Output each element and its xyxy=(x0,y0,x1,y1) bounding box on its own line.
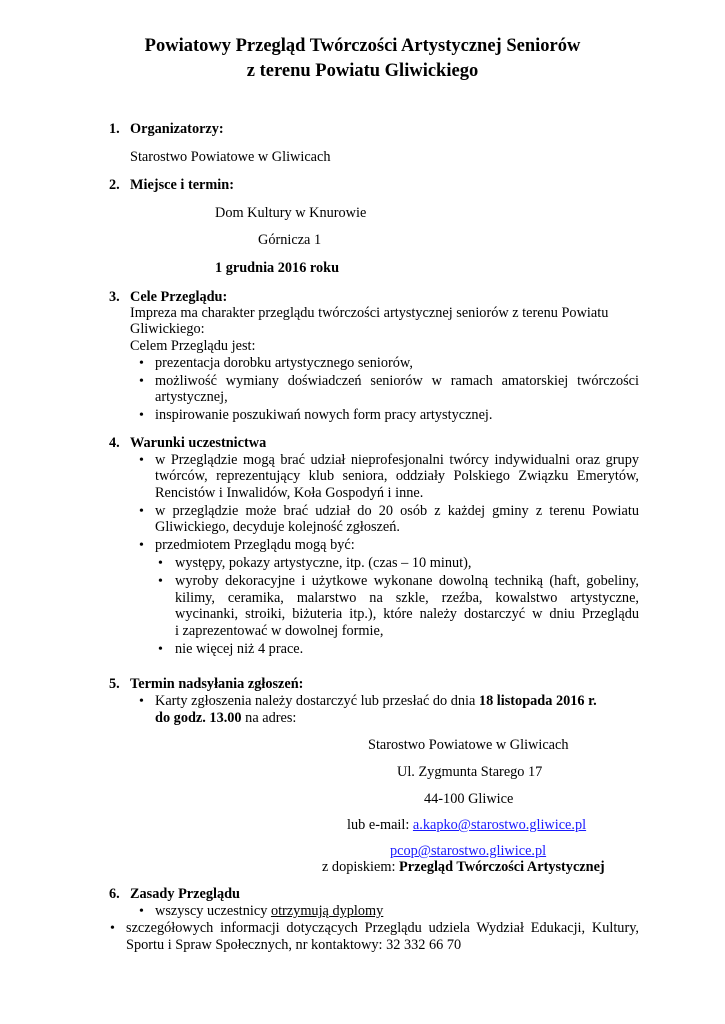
rule-item-2-line2: Sportu i Spraw Społecznych, nr kontaktowy: 32 332 66 70 xyxy=(126,937,462,953)
submission-deadline-line1 xyxy=(155,693,597,710)
bullet-icon: • xyxy=(158,574,163,589)
goal-item-2-line1: możliwość wymiany doświadczeń seniorów w ramach amatorskiej twórczości xyxy=(155,373,639,389)
subject-item-2-line1: wyroby dekoracyjne i użytkowe wykonane dowolną techniką (haft, gobeliny, xyxy=(175,573,639,589)
section-1-number: 1. xyxy=(109,121,120,137)
condition-1-line3: Rencistów i Inwalidów, Koła Gospodyń i inne. xyxy=(155,485,424,501)
organizer-text: Starostwo Powiatowe w Gliwicach xyxy=(130,149,331,165)
condition-2-line2: Gliwickiego, decyduje kolejność zgłoszeń. xyxy=(155,519,400,535)
submission-deadline-line2 xyxy=(155,710,296,727)
section-6-number: 6. xyxy=(109,886,120,902)
section-2-heading: Miejsce i termin: xyxy=(130,177,234,193)
bullet-icon: • xyxy=(139,408,144,423)
section-6-heading: Zasady Przeglądu xyxy=(130,886,241,902)
section-3-heading: Cele Przeglądu: xyxy=(130,289,228,305)
document-title-line2: z terenu Powiatu Gliwickiego xyxy=(246,61,479,81)
bullet-icon: • xyxy=(139,453,144,468)
section-4-number: 4. xyxy=(109,435,120,451)
address-line-1: Starostwo Powiatowe w Gliwicach xyxy=(368,737,569,753)
condition-2-line1: w przeglądzie może brać udział do 20 osób z każdej gminy z terenu Powiatu xyxy=(155,503,639,519)
email-note xyxy=(322,859,605,876)
rule-item-1-text: wszyscy uczestnicy xyxy=(155,903,271,919)
condition-1-line2: twórców, reprezentujący klub seniora, oddziały Polskiego Związku Emerytów, xyxy=(155,468,639,484)
bullet-icon: • xyxy=(139,374,144,389)
subject-item-2-line4: i zaprezentować w dowolnej formie, xyxy=(175,623,384,639)
address-line-3: 44-100 Gliwice xyxy=(424,791,514,807)
subject-item-3: nie więcej niż 4 prace. xyxy=(175,641,304,657)
goal-item-1: prezentacja dorobku artystycznego seniorów, xyxy=(155,355,413,371)
bullet-icon: • xyxy=(158,642,163,657)
email-link-1[interactable]: a.kapko@starostwo.gliwice.pl xyxy=(412,817,587,833)
rule-item-1 xyxy=(155,903,383,920)
email-line-2 xyxy=(390,843,546,860)
subject-item-1: występy, pokazy artystyczne, itp. (czas – 10 minut), xyxy=(175,555,472,571)
bullet-icon: • xyxy=(139,356,144,371)
email-line xyxy=(347,817,586,834)
section-5-heading: Termin nadsyłania zgłoszeń: xyxy=(130,676,304,692)
venue-street: Górnicza 1 xyxy=(258,232,322,248)
section-3-number: 3. xyxy=(109,289,120,305)
condition-3: przedmiotem Przeglądu mogą być: xyxy=(155,537,355,553)
deadline-date: 18 listopada 2016 r. xyxy=(478,693,597,709)
bullet-icon: • xyxy=(110,921,115,936)
condition-1-line1: w Przeglądzie mogą brać udział nieprofesjonalni twórcy indywidualni oraz grupy xyxy=(155,452,639,468)
note-label: z dopiskiem: xyxy=(322,859,400,875)
section-1-heading: Organizatorzy: xyxy=(130,121,224,137)
deadline-hour: do godz. 13.00 xyxy=(155,710,242,726)
section-2-number: 2. xyxy=(109,177,120,193)
goals-intro-line1: Impreza ma charakter przeglądu twórczości artystycznej seniorów z terenu Powiatu xyxy=(130,305,609,321)
deadline-text: Karty zgłoszenia należy dostarczyć lub przesłać do dnia xyxy=(155,693,479,709)
document-title-line1: Powiatowy Przegląd Twórczości Artystycznej Seniorów xyxy=(144,36,581,56)
bullet-icon: • xyxy=(139,538,144,553)
email-label: lub e-mail: xyxy=(347,817,413,833)
bullet-icon: • xyxy=(139,904,144,919)
goals-intro-line2: Gliwickiego: xyxy=(130,321,205,337)
event-date: 1 grudnia 2016 roku xyxy=(215,260,340,276)
venue-name: Dom Kultury w Knurowie xyxy=(215,205,367,221)
goals-intro-line3: Celem Przeglądu jest: xyxy=(130,338,256,354)
goal-item-2-line2: artystycznej, xyxy=(155,389,228,405)
address-line-2: Ul. Zygmunta Starego 17 xyxy=(397,764,543,780)
bullet-icon: • xyxy=(158,556,163,571)
note-subject: Przegląd Twórczości Artystycznej xyxy=(399,859,605,875)
rule-item-1-underlined: otrzymują dyplomy xyxy=(270,903,384,919)
section-5-number: 5. xyxy=(109,676,120,692)
deadline-address-label: na adres: xyxy=(241,710,297,726)
email-link-2[interactable]: pcop@starostwo.gliwice.pl xyxy=(390,843,547,859)
section-4-heading: Warunki uczestnictwa xyxy=(130,435,267,451)
bullet-icon: • xyxy=(139,504,144,519)
rule-item-2-line1: szczegółowych informacji dotyczących Przeglądu udziela Wydział Edukacji, Kultury, xyxy=(126,920,639,936)
goal-item-3: inspirowanie poszukiwań nowych form pracy artystycznej. xyxy=(155,407,493,423)
subject-item-2-line3: wycinanki, stroiki, biżuteria itp.), które należy dostarczyć w dniu Przeglądu xyxy=(175,606,639,622)
bullet-icon: • xyxy=(139,694,144,709)
subject-item-2-line2: kilimy, ceramika, malarstwo na szkle, rzeźba, kowalstwo artystyczne, xyxy=(175,590,639,606)
